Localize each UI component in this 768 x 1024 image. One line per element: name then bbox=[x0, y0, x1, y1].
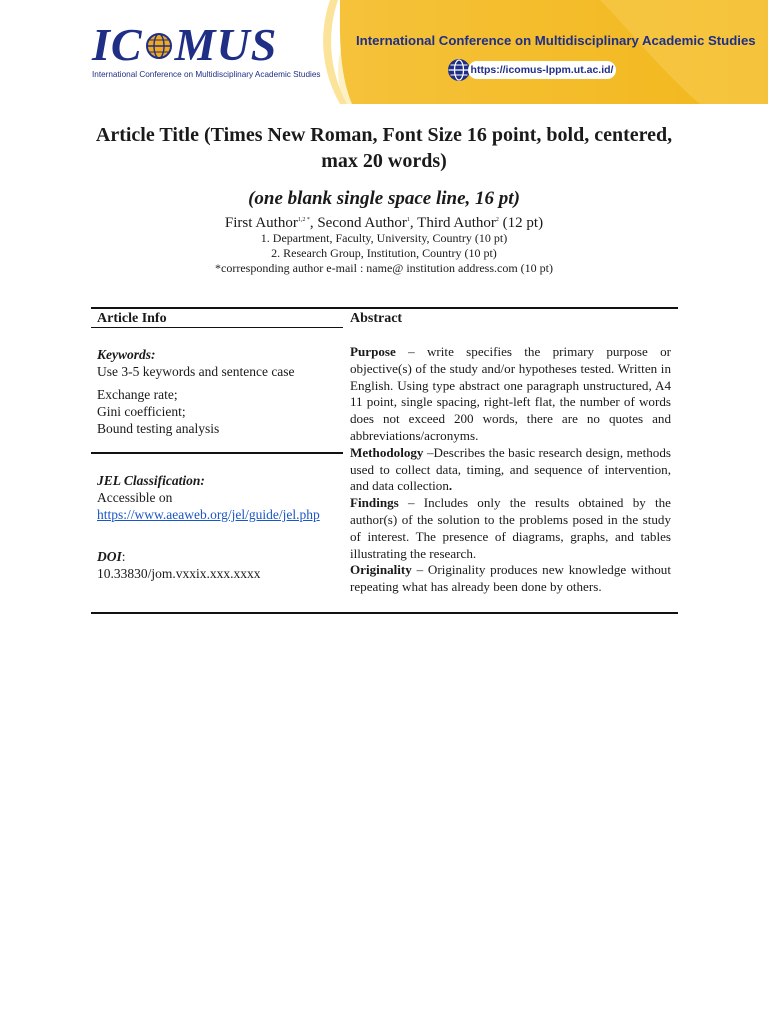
affiliation-1: 1. Department, Faculty, University, Country (10 pt) bbox=[260, 231, 508, 245]
doi-section bbox=[97, 548, 337, 582]
originality-text: – Originality produces new knowledge without repeating what has already been done by others. bbox=[350, 562, 671, 595]
methodology-end: . bbox=[448, 478, 453, 494]
jel-section bbox=[97, 472, 337, 523]
abstract-methodology bbox=[350, 445, 671, 495]
methodology-label: Methodology bbox=[350, 444, 424, 460]
header-banner bbox=[0, 0, 768, 104]
purpose-text: – write specifies the primary purpose or objective(s) of the study and/or hypotheses tested. Written in English. Using type abstract one paragraph unstructured, A4 11 point, single spacing, right-left flat, the number of words does not exceed 200 words, there are no quotes and abbreviations/acronyms. bbox=[350, 344, 671, 443]
second-author: , Second Author bbox=[309, 215, 407, 231]
logo: IC MUS bbox=[92, 19, 278, 70]
keyword-item: Exchange rate; bbox=[97, 387, 178, 402]
purpose-label: Purpose bbox=[350, 344, 396, 359]
article-title-line1: Article Title (Times New Roman, Font Size 16 point, bold, centered, bbox=[95, 124, 673, 146]
doi-label: DOI bbox=[97, 549, 122, 564]
article-info-underline bbox=[91, 327, 343, 328]
article-title-line2: max 20 words) bbox=[321, 150, 447, 172]
abstract-originality bbox=[350, 562, 671, 596]
keywords-note: Use 3-5 keywords and sentence case bbox=[97, 364, 295, 379]
author-size-note: (12 pt) bbox=[498, 215, 544, 231]
doi-colon: : bbox=[121, 549, 126, 564]
first-author-affil: 1,2 * bbox=[297, 217, 310, 223]
affiliation-2: 2. Research Group, Institution, Country (10 pt) bbox=[271, 246, 497, 260]
first-author: First Author bbox=[224, 215, 298, 231]
originality-label: Originality bbox=[350, 562, 412, 578]
author-line bbox=[60, 210, 708, 233]
methodology-text: –Describes the basic research design, methods used to collect data, timing, and sequence of intervention, and data collection bbox=[350, 444, 671, 494]
third-author-affil: 2 bbox=[495, 217, 499, 223]
abstract-findings bbox=[350, 495, 671, 562]
third-author: , Third Author bbox=[409, 215, 496, 231]
keyword-item: Bound testing analysis bbox=[97, 421, 220, 436]
table-top-rule bbox=[91, 307, 678, 309]
second-author-affil: 1 bbox=[406, 217, 410, 223]
abstract-heading: Abstract bbox=[350, 311, 403, 326]
table-bottom-rule bbox=[91, 612, 678, 614]
keywords-label: Keywords: bbox=[97, 347, 156, 362]
keyword-item: Gini coefficient; bbox=[97, 404, 186, 419]
globe-logo-icon bbox=[145, 32, 173, 60]
article-info-heading: Article Info bbox=[97, 311, 167, 326]
abstract-body bbox=[350, 344, 671, 596]
jel-label: JEL Classification: bbox=[97, 473, 205, 488]
blank-line-note: (one blank single space line, 16 pt) bbox=[248, 188, 520, 209]
jel-text: Accessible on bbox=[97, 490, 173, 505]
findings-label: Findings bbox=[350, 495, 399, 511]
conference-title: International Conference on Multidisciplinary Academic Studies bbox=[356, 33, 756, 48]
corresponding-author: *corresponding author e-mail : name@ institution address.com (10 pt) bbox=[215, 261, 553, 275]
findings-text: – Includes only the results obtained by the author(s) of the solution to the problems posed in the study of interest. The presence of diagrams, graphs, and tables illustrating the research. bbox=[350, 495, 671, 561]
jel-link[interactable]: https://www.aeaweb.org/jel/guide/jel.php bbox=[97, 507, 320, 522]
logo-subtitle: International Conference on Multidisciplinary Academic Studies bbox=[92, 70, 321, 79]
keywords-divider bbox=[91, 452, 343, 454]
keywords-section bbox=[97, 346, 337, 437]
abstract-purpose bbox=[350, 344, 671, 445]
doi-value: 10.33830/jom.vxxix.xxx.xxxx bbox=[97, 566, 261, 581]
conference-url[interactable]: https://icomus-lppm.ut.ac.id/ bbox=[468, 61, 616, 79]
article-title bbox=[60, 122, 708, 174]
